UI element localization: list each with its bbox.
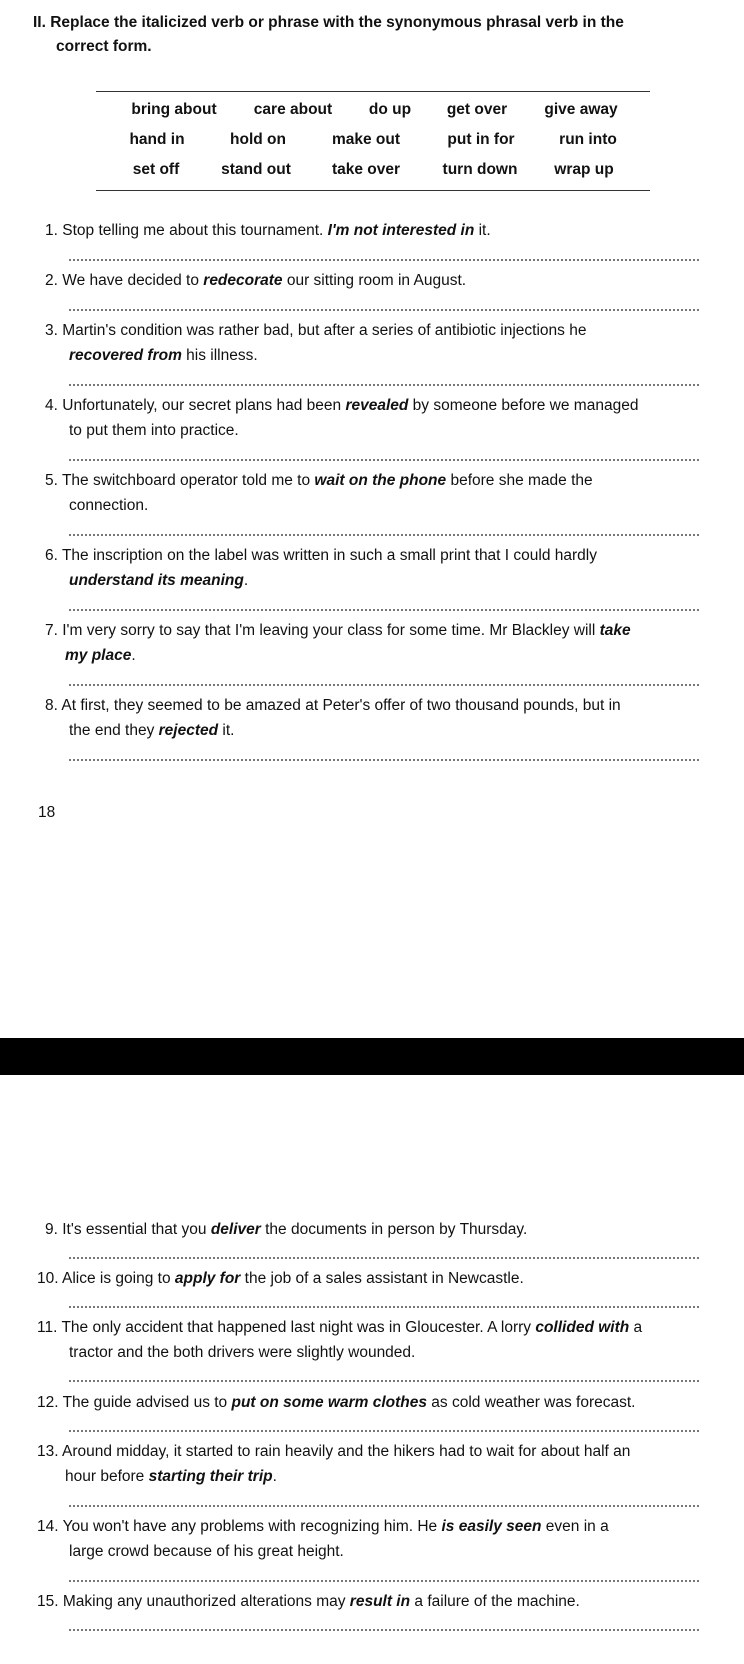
answer-line-7[interactable]: [69, 684, 699, 686]
exercise-item-13: [37, 1439, 692, 1489]
item-target-phrase: collided with: [535, 1319, 630, 1336]
item-number: 7.: [45, 622, 58, 639]
answer-line-3[interactable]: [69, 384, 699, 386]
answer-line-11[interactable]: [69, 1380, 699, 1382]
item-text: .: [243, 572, 249, 589]
item-text: a failure of the machine.: [410, 1593, 580, 1610]
item-text: Unfortunately, our secret plans had been: [62, 397, 346, 414]
item-text: You won't have any problems with recognizing him. He: [62, 1518, 442, 1535]
exercise-item-15: [37, 1589, 692, 1614]
item-text: Alice is going to: [62, 1270, 175, 1287]
word-bank-top-rule: [96, 91, 650, 92]
exercise-item-8: [45, 693, 700, 743]
item-number: 12.: [37, 1394, 59, 1411]
exercise-item-4: [45, 393, 700, 443]
item-target-phrase: understand its meaning: [69, 572, 244, 589]
item-text: I'm very sorry to say that I'm leaving your class for some time. Mr Blackley will: [62, 622, 600, 639]
page-number: 18: [38, 804, 56, 821]
item-number: 15.: [37, 1593, 59, 1610]
item-text: the job of a sales assistant in Newcastle.: [240, 1270, 524, 1287]
item-target-phrase: deliver: [210, 1221, 261, 1238]
item-text: by someone before we managed: [408, 397, 639, 414]
exercise-item-14: [37, 1514, 692, 1564]
answer-line-2[interactable]: [69, 309, 699, 311]
word-bank-item: set off: [132, 161, 180, 178]
item-text: before she made the: [446, 472, 593, 489]
item-number: 6.: [45, 547, 58, 564]
item-number: 1.: [45, 222, 58, 239]
exercise-item-9: [45, 1217, 700, 1242]
item-target-phrase: is easily seen: [441, 1518, 542, 1535]
word-bank-item: get over: [446, 101, 508, 118]
word-bank-row: [96, 161, 650, 185]
exercise-item-11: [37, 1315, 692, 1365]
answer-line-1[interactable]: [69, 259, 699, 261]
heading-line-1: II. Replace the italicized verb or phrase with the synonymous phrasal verb in the: [33, 14, 624, 31]
word-bank-bottom-rule: [96, 190, 650, 191]
item-number: 4.: [45, 397, 58, 414]
word-bank-item: make out: [331, 131, 401, 148]
item-target-phrase: wait on the phone: [314, 472, 447, 489]
heading-line-2: correct form.: [56, 38, 152, 55]
answer-line-4[interactable]: [69, 459, 699, 461]
answer-line-10[interactable]: [69, 1306, 699, 1308]
item-text: The inscription on the label was written in such a small print that I could hardly: [61, 547, 597, 564]
word-bank-item: wrap up: [554, 161, 614, 178]
item-text: Stop telling me about this tournament.: [62, 222, 328, 239]
exercise-heading: [33, 11, 723, 59]
word-bank-item: care about: [253, 101, 333, 118]
item-text: We have decided to: [62, 272, 204, 289]
answer-line-5[interactable]: [69, 534, 699, 536]
item-target-phrase: recovered from: [69, 347, 182, 364]
item-text: the documents in person by Thursday.: [260, 1221, 528, 1238]
answer-line-6[interactable]: [69, 609, 699, 611]
word-bank-item: put in for: [447, 131, 515, 148]
item-text: The guide advised us to: [62, 1394, 232, 1411]
item-text: tractor and the both drivers were slightly wounded.: [69, 1344, 416, 1361]
item-number: 9.: [45, 1221, 58, 1238]
answer-line-13[interactable]: [69, 1505, 699, 1507]
exercise-item-10: [37, 1266, 692, 1291]
item-text: it.: [474, 222, 491, 239]
word-bank: [96, 91, 650, 193]
item-text: large crowd because of his great height.: [69, 1543, 344, 1560]
item-number: 10.: [37, 1270, 59, 1287]
exercise-item-5: [45, 468, 700, 518]
item-text: hour before: [65, 1468, 149, 1485]
item-text: his illness.: [181, 347, 258, 364]
item-text: it.: [218, 722, 235, 739]
word-bank-row: [96, 131, 650, 155]
item-text: our sitting room in August.: [282, 272, 467, 289]
word-bank-item: give away: [544, 101, 618, 118]
item-text: It's essential that you: [62, 1221, 211, 1238]
item-text: At first, they seemed to be amazed at Peter's offer of two thousand pounds, but in: [61, 697, 621, 714]
word-bank-item: bring about: [131, 101, 217, 118]
exercise-item-12: [37, 1390, 692, 1415]
item-number: 5.: [45, 472, 58, 489]
item-text: Around midday, it started to rain heavily and the hikers had to wait for about half an: [62, 1443, 631, 1460]
item-target-phrase: my place: [65, 647, 132, 664]
word-bank-item: turn down: [442, 161, 518, 178]
item-text: even in a: [541, 1518, 609, 1535]
item-text: to put them into practice.: [69, 422, 239, 439]
word-bank-item: do up: [368, 101, 412, 118]
item-number: 3.: [45, 322, 58, 339]
page-divider-bar: [0, 1038, 744, 1075]
item-text: The only accident that happened last night was in Gloucester. A lorry: [61, 1319, 536, 1336]
answer-line-15[interactable]: [69, 1629, 699, 1631]
item-target-phrase: apply for: [174, 1270, 241, 1287]
answer-line-12[interactable]: [69, 1430, 699, 1432]
item-target-phrase: redecorate: [203, 272, 283, 289]
item-text: Making any unauthorized alterations may: [62, 1593, 350, 1610]
item-text: .: [131, 647, 136, 664]
item-text: connection.: [69, 497, 149, 514]
exercise-item-1: [45, 218, 700, 243]
exercise-item-7: [45, 618, 700, 668]
answer-line-9[interactable]: [69, 1257, 699, 1259]
exercise-item-3: [45, 318, 700, 368]
item-text: a: [629, 1319, 643, 1336]
item-number: 8.: [45, 697, 58, 714]
item-target-phrase: result in: [349, 1593, 411, 1610]
item-text: the end they: [69, 722, 159, 739]
exercise-item-6: [45, 543, 700, 593]
item-number: 14.: [37, 1518, 59, 1535]
item-target-phrase: revealed: [345, 397, 409, 414]
item-target-phrase: rejected: [158, 722, 219, 739]
word-bank-item: take over: [331, 161, 401, 178]
item-number: 11.: [37, 1319, 58, 1336]
word-bank-item: run into: [559, 131, 617, 148]
item-text: Martin's condition was rather bad, but after a series of antibiotic injections he: [62, 322, 587, 339]
item-target-phrase: starting their trip: [148, 1468, 273, 1485]
item-text: The switchboard operator told me to: [61, 472, 315, 489]
word-bank-item: hold on: [230, 131, 286, 148]
word-bank-item: hand in: [129, 131, 185, 148]
item-target-phrase: I'm not interested in: [327, 222, 475, 239]
item-number: 13.: [37, 1443, 59, 1460]
word-bank-row: [96, 101, 650, 125]
item-number: 2.: [45, 272, 58, 289]
item-target-phrase: put on some warm clothes: [231, 1394, 427, 1411]
answer-line-14[interactable]: [69, 1580, 699, 1582]
item-target-phrase: take: [599, 622, 631, 639]
item-text: as cold weather was forecast.: [427, 1394, 636, 1411]
exercise-item-2: [45, 268, 700, 293]
word-bank-item: stand out: [221, 161, 291, 178]
item-text: .: [272, 1468, 277, 1485]
answer-line-8[interactable]: [69, 759, 699, 761]
